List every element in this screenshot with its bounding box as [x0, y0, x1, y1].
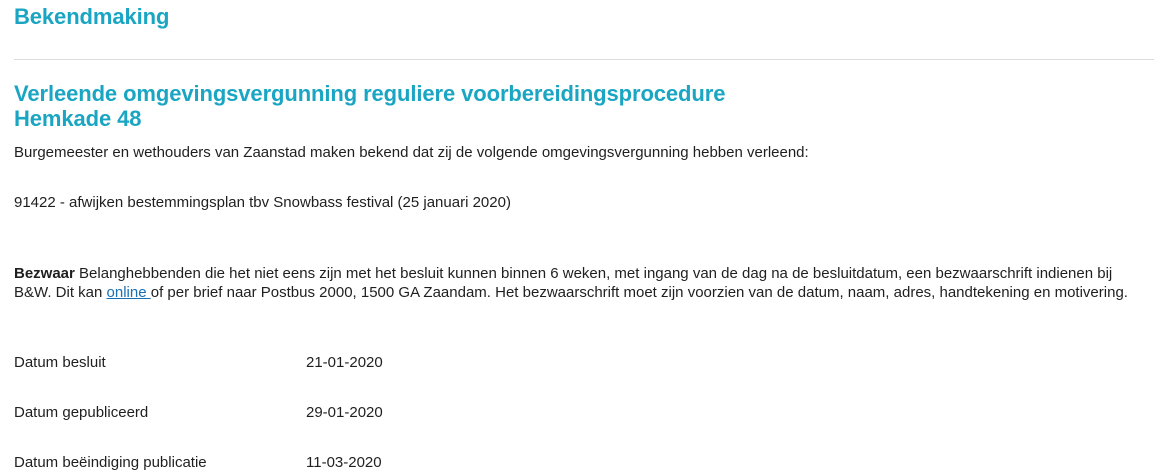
detail-label: Datum besluit	[14, 354, 106, 371]
detail-value: 21-01-2020	[306, 354, 383, 371]
objection-paragraph	[14, 264, 1144, 302]
detail-value: 11-03-2020	[306, 454, 382, 471]
objection-label: Bezwaar	[14, 265, 75, 282]
section-title: Bekendmaking	[14, 4, 170, 29]
detail-value: 29-01-2020	[306, 404, 383, 421]
notice-intro: Burgemeester en wethouders van Zaanstad maken bekend dat zij de volgende omgevingsvergunning hebben verleend:	[14, 144, 809, 161]
objection-text-after: of per brief naar Postbus 2000, 1500 GA Zaandam. Het bezwaarschrift moet zijn voorzien van de datum, naam, adres, handtekening en motivering.	[150, 284, 1128, 301]
divider	[14, 59, 1154, 60]
detail-label: Datum beëindiging publicatie	[14, 454, 207, 471]
permit-item: 91422 - afwijken bestemmingsplan tbv Snowbass festival (25 januari 2020)	[14, 194, 511, 211]
online-link[interactable]: online	[106, 284, 151, 301]
objection-text-before: Belanghebbenden die het niet eens zijn met het besluit kunnen binnen 6 weken, met ingang van de dag na de besluitdatum, een bezwaarschrift indienen bij B&W. Dit kan	[14, 265, 1113, 301]
notice-title	[14, 81, 725, 131]
detail-label: Datum gepubliceerd	[14, 404, 149, 421]
notice-title-line-1: Verleende omgevingsvergunning reguliere voorbereidingsprocedure	[14, 81, 726, 106]
notice-title-line-2: Hemkade 48	[14, 106, 142, 131]
